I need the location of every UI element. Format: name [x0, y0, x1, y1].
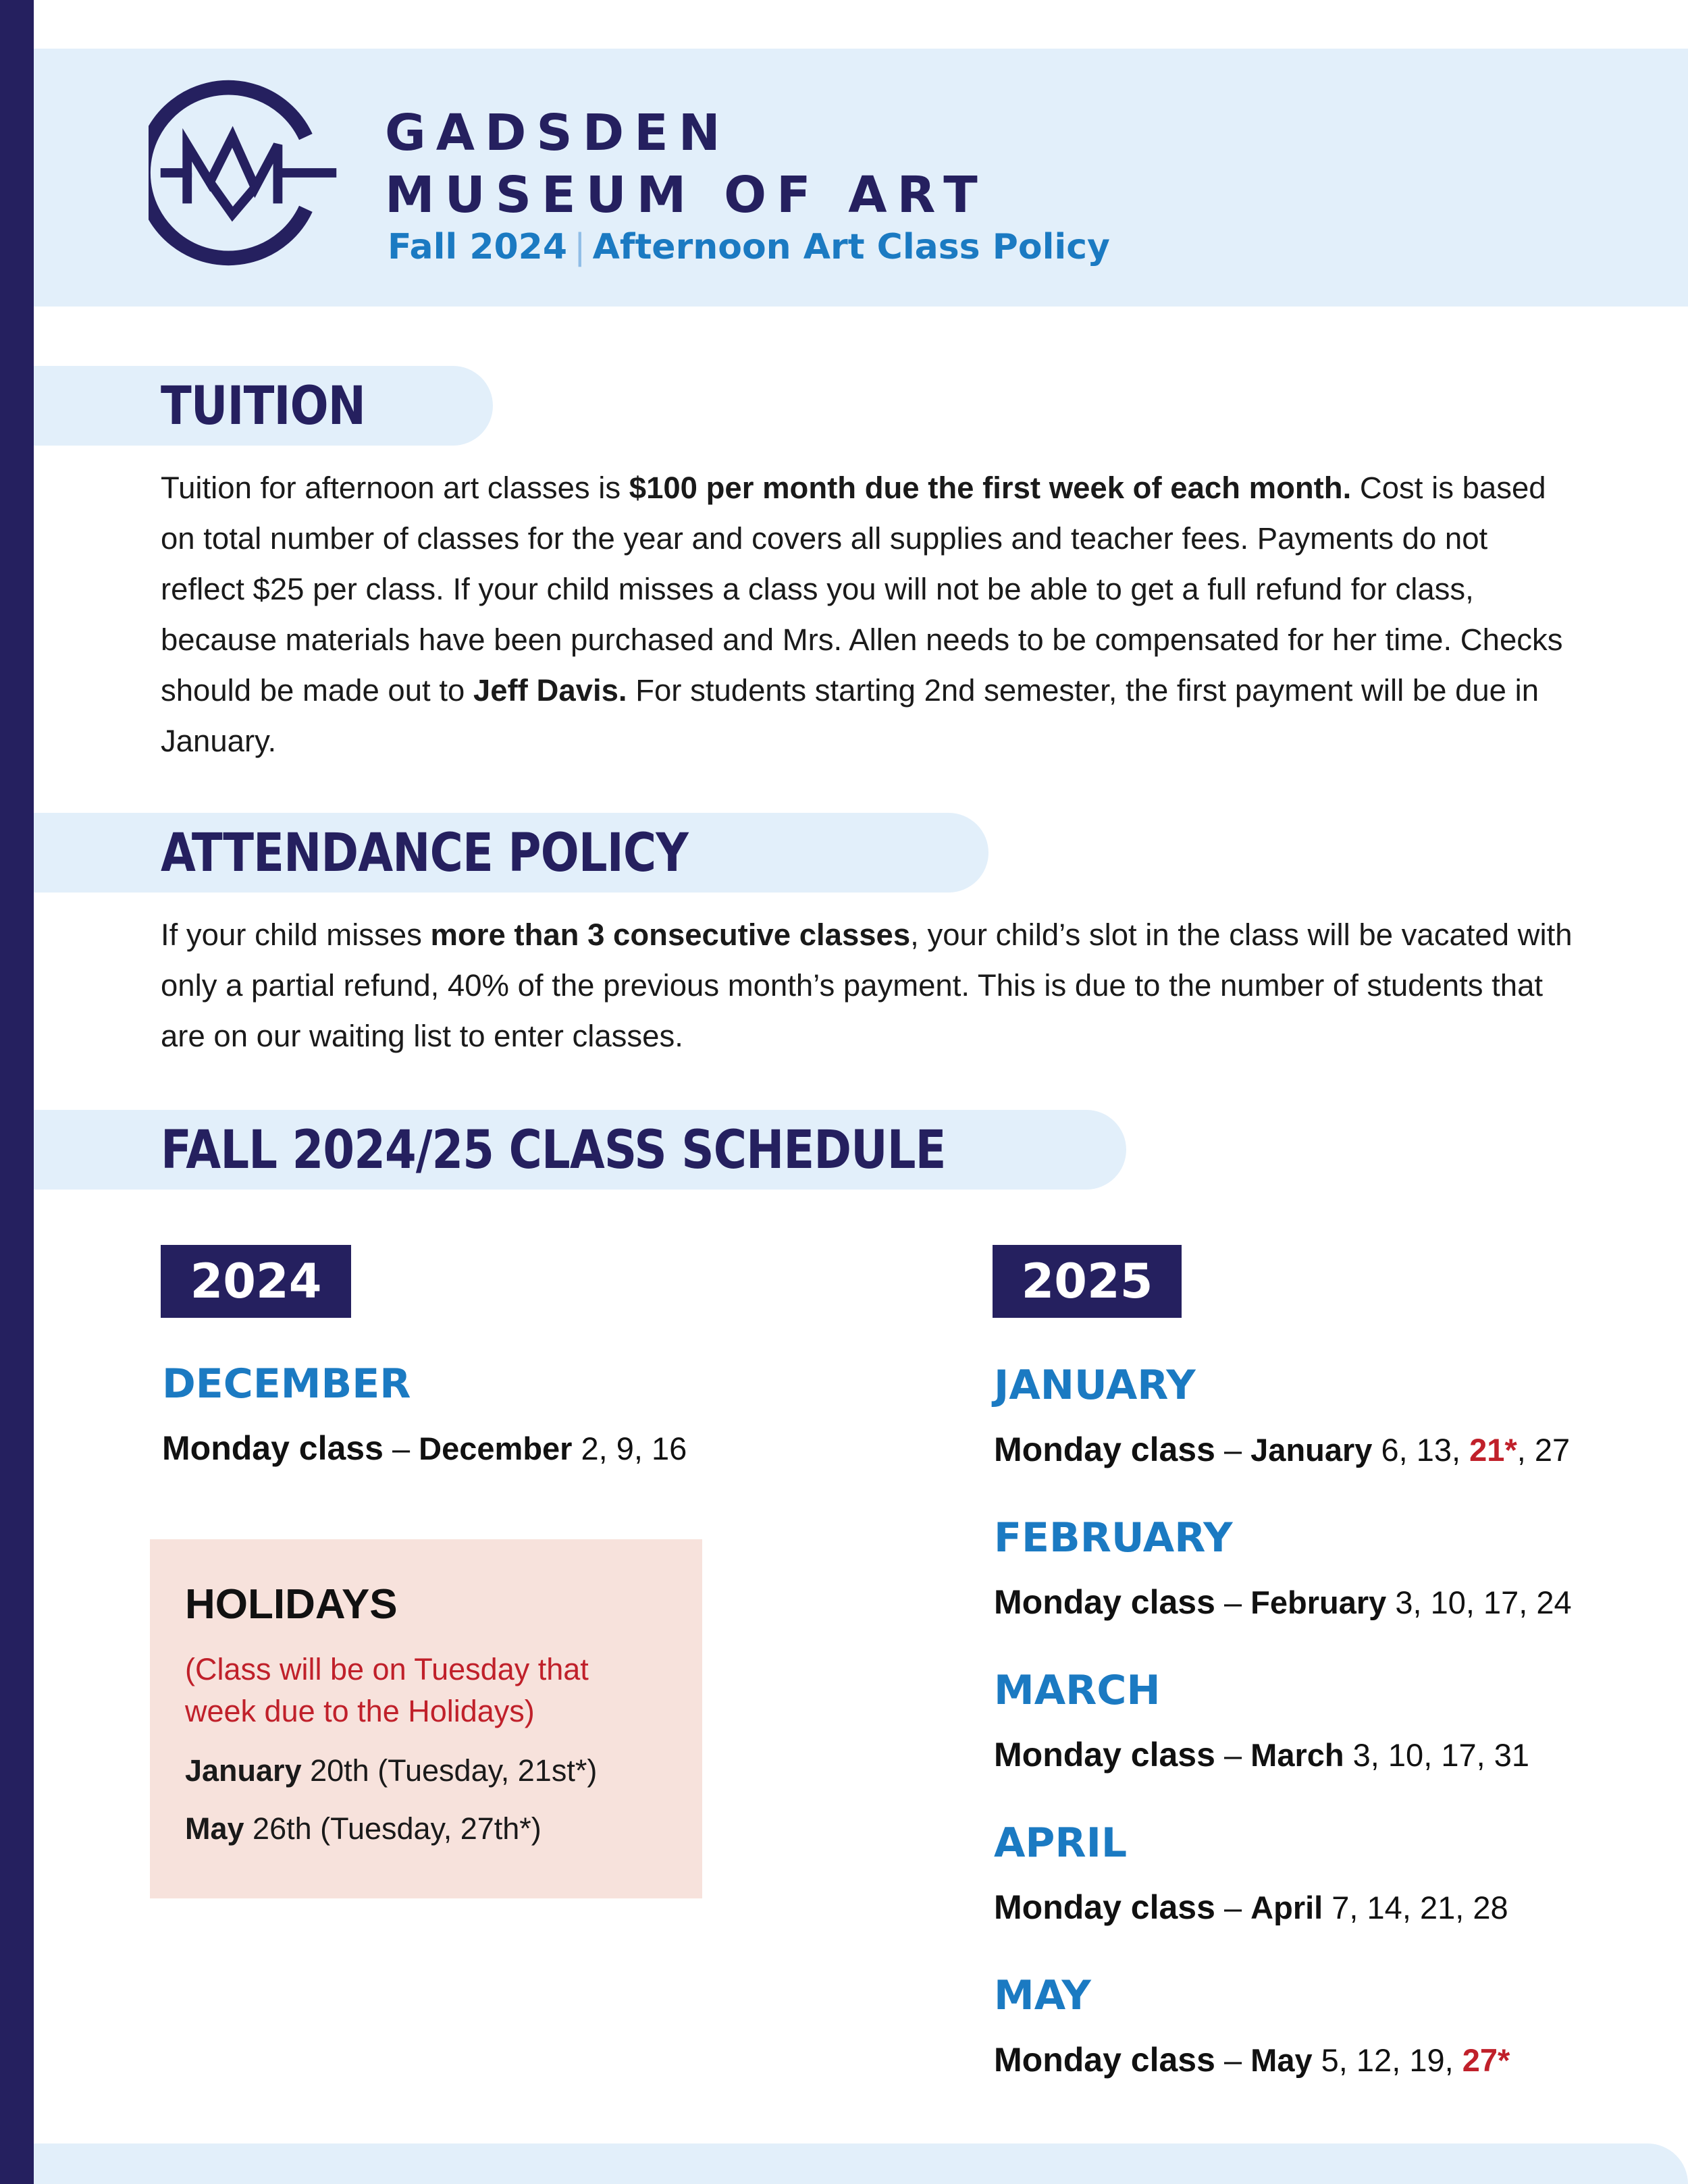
org-name-line2: MUSEUM OF ART — [385, 166, 988, 224]
month-name: May — [1250, 2042, 1313, 2078]
holiday-month: May — [185, 1811, 244, 1846]
year-badge-2024: 2024 — [161, 1245, 351, 1318]
holidays-box — [150, 1539, 702, 1898]
class-label: Monday class — [994, 1888, 1215, 1926]
left-accent-bar — [0, 0, 34, 2184]
dash: – — [1215, 1737, 1251, 1773]
schedule-line-january — [994, 1433, 1570, 1466]
year-badge-2025: 2025 — [993, 1245, 1182, 1318]
dash: – — [1215, 1432, 1251, 1468]
document-subtitle — [388, 227, 1110, 267]
attendance-paragraph — [161, 909, 1579, 1061]
holiday-month: January — [185, 1753, 302, 1788]
holidays-note: (Class will be on Tuesday that week due to the Holidays) — [185, 1652, 589, 1728]
dates: 5, 12, 19, — [1312, 2042, 1462, 2078]
dates: 3, 10, 17, 31 — [1344, 1737, 1529, 1773]
tuition-payee: Jeff Davis. — [473, 673, 627, 708]
dates: 3, 10, 17, 24 — [1386, 1584, 1572, 1620]
month-name: April — [1250, 1890, 1323, 1925]
dates: 6, 13, — [1372, 1432, 1470, 1468]
schedule-line-december — [162, 1431, 687, 1465]
tuition-text-2: Cost is based on total number of classes for the year and covers all supplies and teacher fees. Payments do not reflect $25 per class. If your child misses a class you will not be able to get a full refund for class, because materials have been purchased and Mrs. Allen needs to be compensated for her time. Checks should be made out to — [161, 471, 1563, 708]
holiday-detail: 20th (Tuesday, 21st*) — [301, 1753, 598, 1788]
subtitle-title: Afternoon Art Class Policy — [592, 227, 1110, 267]
schedule-heading: FALL 2024/25 CLASS SCHEDULE — [161, 1120, 946, 1181]
attendance-heading: ATTENDANCE POLICY — [161, 823, 688, 884]
holiday-item-january — [185, 1755, 597, 1786]
tuition-paragraph — [161, 462, 1579, 766]
holiday-date-highlight: 27* — [1462, 2042, 1510, 2078]
subtitle-separator: | — [574, 227, 586, 267]
tuition-text-3: For students starting 2nd semester, the first payment will be due in January. — [161, 673, 1539, 758]
month-heading-march: MARCH — [994, 1667, 1161, 1714]
museum-logo — [149, 73, 348, 273]
footer-band — [34, 2143, 1688, 2184]
month-heading-may: MAY — [994, 1972, 1091, 2019]
class-label: Monday class — [994, 1736, 1215, 1774]
schedule-line-february — [994, 1585, 1572, 1619]
month-name: March — [1250, 1737, 1344, 1773]
dash: – — [1215, 1584, 1251, 1620]
tuition-heading: TUITION — [161, 376, 366, 437]
class-label: Monday class — [162, 1429, 384, 1467]
month-heading-february: FEBRUARY — [994, 1514, 1233, 1562]
dates: , 27 — [1516, 1432, 1571, 1468]
month-heading-january: JANUARY — [994, 1362, 1196, 1409]
month-heading-april: APRIL — [994, 1819, 1128, 1867]
month-heading-december: DECEMBER — [162, 1360, 411, 1408]
month-name: January — [1250, 1432, 1373, 1468]
org-name-line1: GADSDEN — [385, 104, 731, 162]
holiday-detail: 26th (Tuesday, 27th*) — [244, 1811, 542, 1846]
attendance-text-2: , your child’s slot in the class will be vacated with only a partial refund, 40% of the previous month’s payment. This is due to the number of students that are on our waiting list to enter classes. — [161, 917, 1573, 1053]
class-label: Monday class — [994, 1583, 1215, 1621]
schedule-line-march — [994, 1738, 1529, 1772]
class-label: Monday class — [994, 2041, 1215, 2079]
tuition-text-1: Tuition for afternoon art classes is — [161, 471, 629, 505]
month-name: February — [1250, 1584, 1387, 1620]
class-label: Monday class — [994, 1431, 1215, 1468]
dates: 7, 14, 21, 28 — [1323, 1890, 1508, 1925]
dash: – — [1215, 1890, 1251, 1925]
dash: – — [383, 1431, 419, 1466]
tuition-amount: $100 per month due the first week of each month. — [629, 471, 1352, 505]
dash: – — [1215, 2042, 1251, 2078]
holiday-date-highlight: 21* — [1469, 1432, 1517, 1468]
holiday-item-may — [185, 1813, 542, 1844]
attendance-text-1: If your child misses — [161, 917, 431, 952]
attendance-threshold: more than 3 consecutive classes — [430, 917, 911, 952]
subtitle-season: Fall 2024 — [388, 227, 568, 267]
schedule-line-may — [994, 2043, 1510, 2077]
schedule-line-april — [994, 1890, 1508, 1924]
holidays-title: HOLIDAYS — [185, 1581, 398, 1628]
month-name: December — [419, 1431, 573, 1466]
dates: 2, 9, 16 — [572, 1431, 687, 1466]
